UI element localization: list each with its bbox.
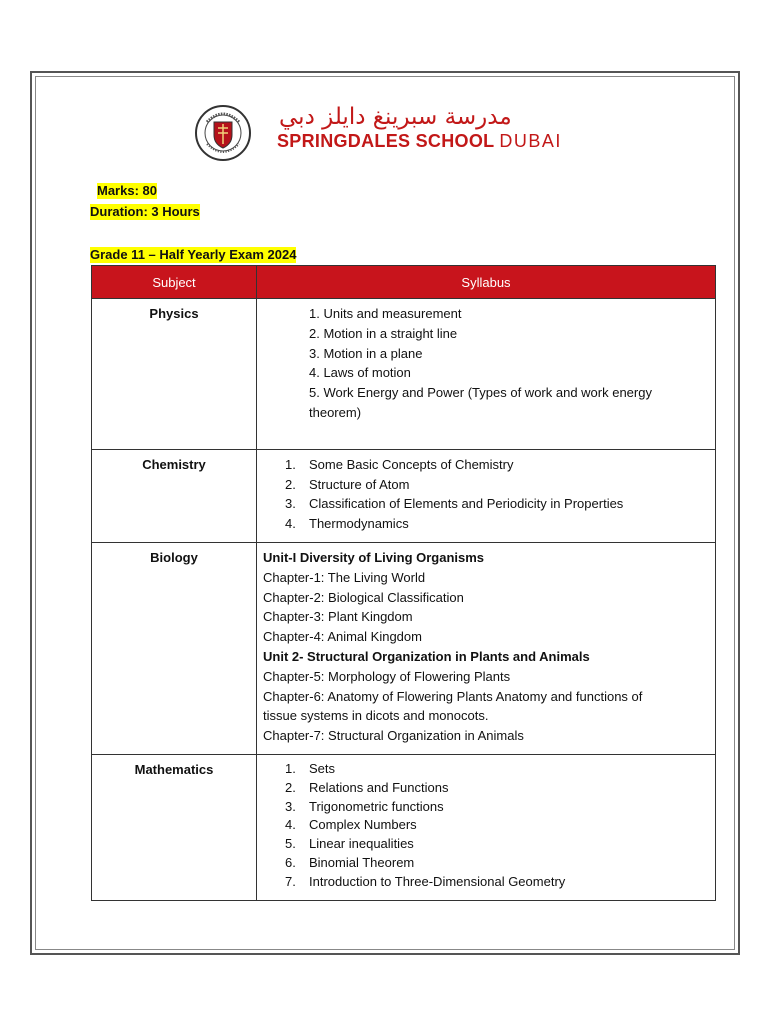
exam-title-label: Grade 11 – Half Yearly Exam 2024 <box>90 247 297 262</box>
exam-marks <box>97 182 157 200</box>
list-item: tissue systems in dicots and monocots. <box>263 708 489 724</box>
list-item: 2. Motion in a straight line <box>309 325 458 341</box>
list-item: Chapter-2: Biological Classification <box>263 589 464 605</box>
list-item: 3. Motion in a plane <box>309 345 423 361</box>
table-header-row <box>92 266 716 299</box>
subject-mathematics: Mathematics <box>92 754 257 900</box>
list-item: 4. Laws of motion <box>309 365 411 381</box>
school-name-english <box>277 131 562 152</box>
subject-physics: Physics <box>92 299 257 450</box>
list-item: Chapter-4: Animal Kingdom <box>263 629 422 645</box>
subject-chemistry: Chemistry <box>92 449 257 542</box>
list-item: 1. Units and measurement <box>309 306 462 321</box>
list-item: 2. Relations and Functions <box>285 779 449 795</box>
list-item: Chapter-1: The Living World <box>263 569 426 585</box>
exam-title <box>90 246 296 264</box>
school-header <box>193 104 583 162</box>
list-item: 5. Work Energy and Power (Types of work and work energy <box>309 385 652 401</box>
list-item: 5. Linear inequalities <box>285 836 414 852</box>
syllabus-chemistry <box>257 449 716 542</box>
syllabus-table <box>91 265 716 901</box>
table-row-chemistry <box>92 449 716 542</box>
list-item: 1. Sets <box>285 760 336 776</box>
table-row-mathematics <box>92 754 716 900</box>
list-item: 3. Trigonometric functions <box>285 798 444 814</box>
unit-heading: Unit-I Diversity of Living Organisms <box>263 549 485 565</box>
list-item: 7. Introduction to Three-Dimensional Geometry <box>285 873 566 889</box>
list-item: Chapter-3: Plant Kingdom <box>263 609 413 625</box>
list-item: 6. Binomial Theorem <box>285 854 415 870</box>
school-name-main: SPRINGDALES SCHOOL <box>277 131 495 151</box>
exam-duration <box>90 203 200 221</box>
list-item: Chapter-6: Anatomy of Flowering Plants Anatomy and functions of <box>263 688 643 704</box>
list-item: Chapter-7: Structural Organization in Animals <box>263 728 524 744</box>
exam-duration-label: Duration: 3 Hours <box>90 204 200 219</box>
syllabus-mathematics <box>257 754 716 900</box>
unit-heading: Unit 2- Structural Organization in Plants and Animals <box>263 648 590 664</box>
list-item: 1. Some Basic Concepts of Chemistry <box>285 456 514 472</box>
table-row-biology <box>92 542 716 754</box>
list-item: theorem) <box>309 404 362 420</box>
subject-biology: Biology <box>92 542 257 754</box>
list-item: 4. Complex Numbers <box>285 817 417 833</box>
exam-marks-label: Marks: 80 <box>97 183 157 198</box>
subject-column-header: Subject <box>92 266 257 299</box>
syllabus-biology <box>257 542 716 754</box>
list-item: 2. Structure of Atom <box>285 476 410 492</box>
table-row-physics <box>92 299 716 450</box>
school-name-arabic: مدرسة سبرينغ دايلز دبي <box>279 104 512 130</box>
syllabus-column-header: Syllabus <box>257 266 716 299</box>
school-name-city: DUBAI <box>499 131 562 151</box>
list-item: 4. Thermodynamics <box>285 516 409 532</box>
syllabus-physics <box>257 299 716 450</box>
list-item: 3. Classification of Elements and Periodicity in Properties <box>285 496 624 512</box>
list-item: Chapter-5: Morphology of Flowering Plants <box>263 668 511 684</box>
school-seal-logo <box>193 104 253 162</box>
